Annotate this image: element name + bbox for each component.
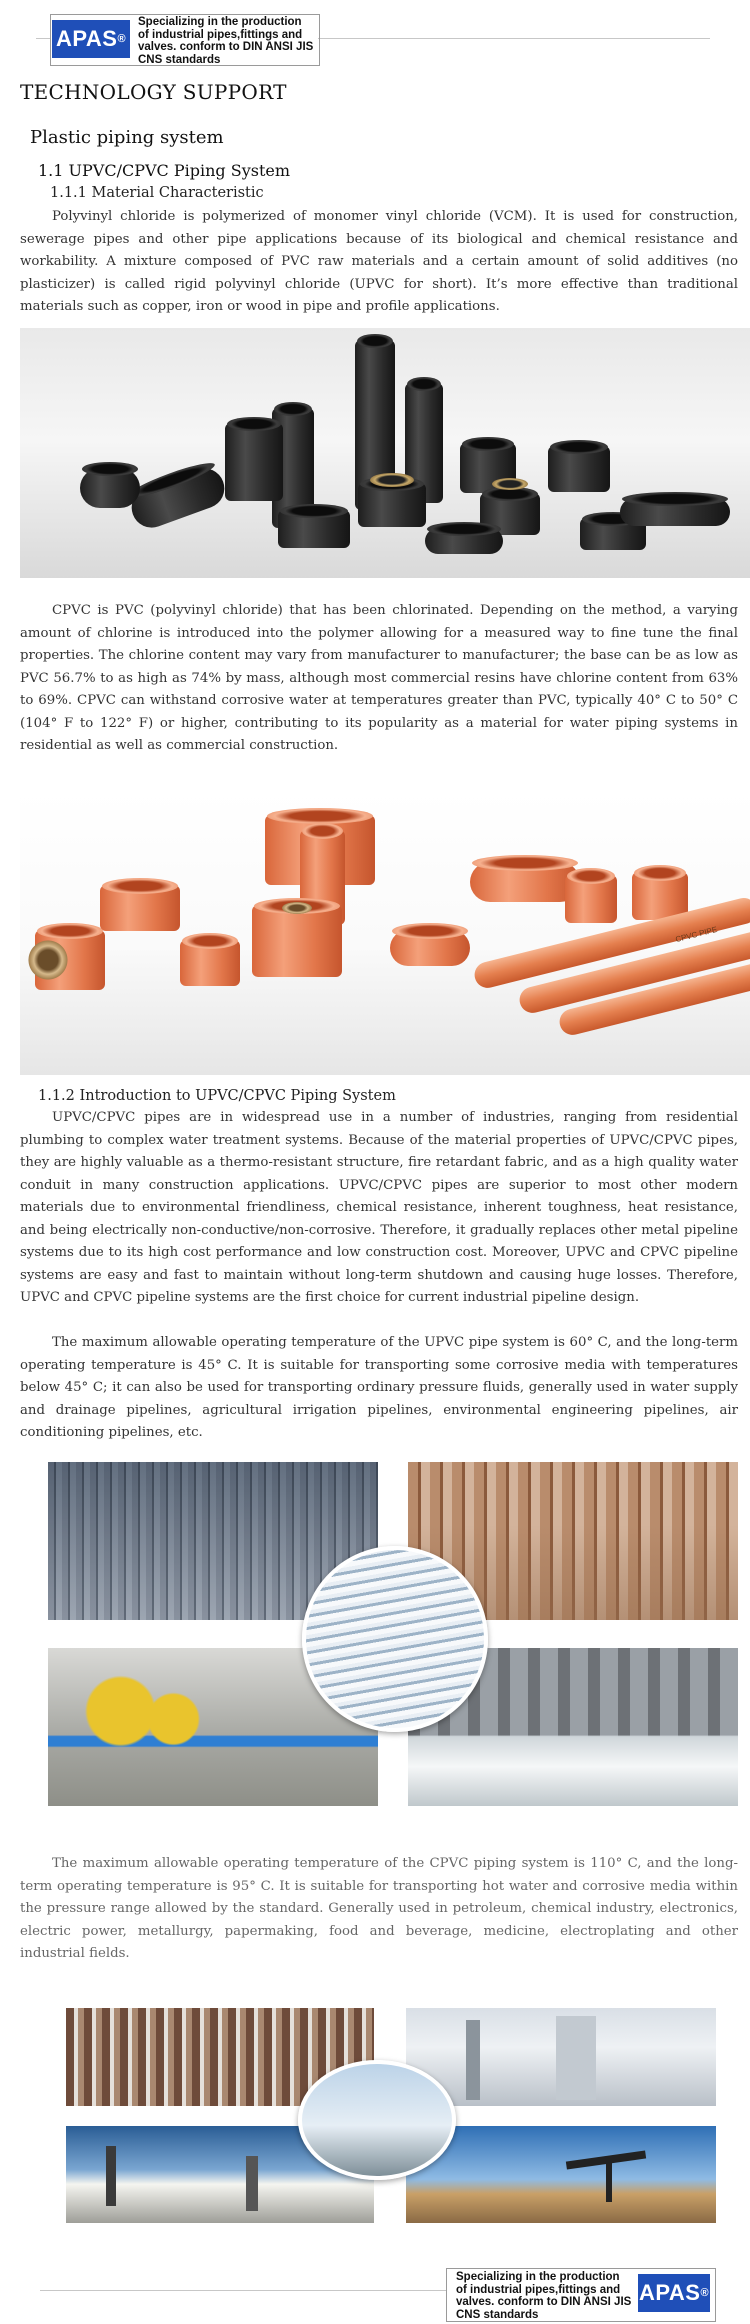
cpvc-applications-collage <box>66 2008 716 2223</box>
fitting-shape <box>180 940 240 986</box>
footer-tagline: Specializing in the production of industrial pipes,fittings and valves. conform to DIN ANSI JIS CNS standards <box>456 2271 632 2321</box>
brass-insert <box>28 940 68 980</box>
pipe-shape <box>548 446 610 492</box>
subsection-heading-1-1-2: 1.1.2 Introduction to UPVC/CPVC Piping System <box>38 1088 396 1104</box>
fitting-shape <box>565 875 617 923</box>
cpvc-paragraph: CPVC is PVC (polyvinyl chloride) that has been chlorinated. Depending on the method, a varying amount of chlorine is introduced into the polymer allowing for a measured way to fine tune the final properties. The chlorine content may vary from manufacturer to manufacturer; the base can be as low as PVC 56.7% to as high as 74% by mass, although most commercial resins have chlorine content from 63% to 69%. CPVC can withstand corrosive water at temperatures greater than PVC, typically 40° C to 50° C (104° F to 122° F) or higher, contributing to its popularity as a material for water piping systems in residential as well as commercial construction. <box>20 603 738 753</box>
pipe-shape <box>225 423 283 501</box>
pipe-shape <box>278 510 350 548</box>
pipe-print-text: CPVC PIPE <box>674 924 719 945</box>
page-title: TECHNOLOGY SUPPORT <box>20 80 287 104</box>
intro-paragraph: UPVC/CPVC pipes are in widespread use in a number of industries, ranging from residential plumbing to complex water treatment systems. Because of the material properties of UPVC/CPVC pipes, they are highly valuable as a thermo-resistant structure, fire retardant fabric, and as a high quality water conduit in many construction applications. UPVC/CPVC pipes are superior to most other modern materials due to environmental friendliness, chemical resistance, inherent toughness, heat resistance, and being electrically non-conductive/non-corrosive. Therefore, it gradually replaces other metal pipeline systems due to its high cost performance and low construction cost. Moreover, UPVC and CPVC pipeline systems are easy and fast to maintain without long-term shutdown and causing huge losses. Therefore, UPVC and CPVC pipeline systems are the first choice for current industrial pipeline design. <box>20 1110 738 1305</box>
footer-rule-left <box>40 2290 446 2291</box>
pvc-paragraph: Polyvinyl chloride is polymerized of monomer vinyl chloride (VCM). It is used for construction, sewerage pipes and other pipe applications because of its biological and chemical resistance and workability. A mixture composed of PVC raw materials and a certain amount of solid additives (no plasticizer) is called rigid polyvinyl chloride (UPVC for short). It’s more effective than traditional materials such as copper, iron or wood in pipe and profile applications. <box>20 209 738 314</box>
tower-shape <box>466 2020 480 2100</box>
header-rule-left <box>36 38 50 39</box>
pipe-shape <box>358 483 426 527</box>
subsection-heading-1-1: 1.1 UPVC/CPVC Piping System <box>38 161 291 180</box>
cpvc-fittings-photo <box>20 790 750 1075</box>
header-rule-right <box>318 38 710 39</box>
oil-pumpjack-photo <box>406 2126 716 2223</box>
pipe-shape <box>620 498 730 526</box>
upvc-applications-collage <box>48 1462 738 1807</box>
fitting-shape <box>100 885 180 931</box>
brass-insert <box>370 473 414 487</box>
brass-insert <box>282 902 312 914</box>
pipe-shape <box>126 463 230 533</box>
fitting-shape <box>470 862 580 902</box>
fitting-shape <box>252 905 342 977</box>
section-heading: Plastic piping system <box>30 127 224 148</box>
clarifier-circle-photo <box>302 1546 488 1732</box>
pumpjack-shape <box>606 2162 612 2202</box>
header-tagline: Specializing in the production of industrial pipes,fittings and valves. conform to DIN ANSI JIS CNS standards <box>138 16 314 66</box>
chemical-tower-photo <box>406 2008 716 2106</box>
pipe-shape <box>80 468 140 508</box>
cpvc-temperature-paragraph: The maximum allowable operating temperature of the CPVC piping system is 110° C, and the long-term operating temperature is 95° C. It is suitable for transporting hot water and corrosive media within the pressure range allowed by the standard. Generally used in petroleum, chemical industry, electronics, electric power, metallurgy, papermaking, food and beverage, medicine, electroplating and other industrial fields. <box>20 1856 738 1961</box>
plant-circle-photo <box>298 2060 456 2180</box>
chimney-shape <box>106 2146 116 2206</box>
upvc-temperature-paragraph: The maximum allowable operating temperature of the UPVC pipe system is 60° C, and the long-term operating temperature is 45° C. It is suitable for transporting some corrosive media with temperatures below 45° C; it can also be used for transporting ordinary pressure fluids, generally used in water supply and drainage pipelines, agricultural irrigation pipelines, environmental engineering pipelines, air conditioning pipelines, etc. <box>20 1335 738 1440</box>
chimney-shape <box>246 2156 258 2211</box>
subsection-heading-1-1-1: 1.1.1 Material Characteristic <box>50 185 264 201</box>
pipe-shape <box>425 528 503 554</box>
fitting-shape <box>390 930 470 966</box>
brass-insert <box>492 478 528 490</box>
apas-logo-footer: APAS ® <box>638 2274 710 2312</box>
apas-logo: APAS ® <box>52 20 130 58</box>
upvc-fittings-photo <box>20 328 750 578</box>
tower-shape <box>556 2016 596 2100</box>
